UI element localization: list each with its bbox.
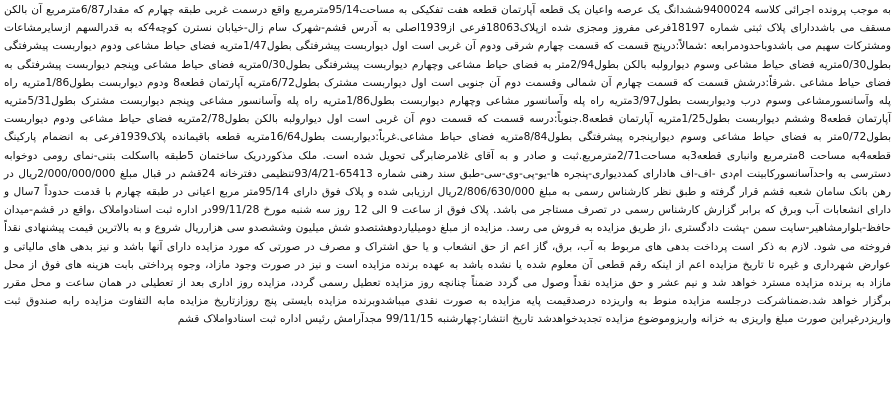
notice-body-text: به موجب پرونده اجرائی کلاسه 9400024ششدانگ یک عرصه واعیان یک قطعه آپارتمان قطعه هفت تفکیکی به مساحت95/14مترمربع واقع درسمت غربی طبقه چهارم که مقدار6/87مترمربع آن بالکن مسقف می باشددارای پلاک ثبتی شماره 18197فرعی مفروز ومجزی شده ازپلاک18063فرعی از1939اصلی به آدرس قشم-شهرک سام زال-خیابان نسترن کوچه4که به قدرالسهم ازسایرمشاعات ومشترکات سهیم می باشدوباحدودمرابعه :شمالاً:درپنج قسمت که قسمت چهارم شرقی ودوم آن غربی است اول دیواربست پیشرفتگی بطول1/47متریه فضای حیاط مشاعی ودوم دیواربست پیشرفتگی بطول0/30متریه فضای حیاط مشاعی وسوم دیوارولبه بالکن بطول2/94متر به فضای حیاط مشاعی وچهارم دیواربست پیشرفتگی بطول0/30متریه فضای حیاط مشاعی وپنجم دیواربست پیشرفتگی به فضای حیاط مشاعی .شرقاً:درشش قسمت که قسمت چهارم آن شمالی وقسمت دوم آن جنوبی است اول دیواربست مشترک بطول6/72متریه آپارتمان قطعه8 ودوم دیواربست بطول1/86متریه راه پله وآسانسورمشاعی وسوم درب ودیواربست بطول3/97متریه راه پله وآسانسور مشاعی وچهارم دیواربست بطول1/86متریه راه پله وآسانسور مشاعی وپنجم دیواربست مشترک بطول5/31متریه آپارتمان قطعه8 وششم دیواربست بطول1/25متریه آپارتمان قطعه8.جنوباً:درسه قسمت که قسمت دوم آن غربی است اول دیوارولبه بالکن بطول2/78متریه فضای حیاط مشاعی ودوم دیواربست بطول0/72متر به فضای حیاط مشاعی وسوم دیوارپنجره پیشرفتگی بطول8/84متریه فضای حیاط مشاعی.غرباً:دیواربست بطول16/64متریه قطعه باقیمانده پلاک1939فرعی به انضمام پارکینگ قطعه4به مساحت 8مترمربع وانباری قطعه3به مساحت2/71مترمربع.ثبت و صادر و به آقای غلامرضابرگی تحویل شده است. ملک مذکوردریک ساختمان 5طبقه بااسکلت بتنی-نمای رومی دوخوابه دسترسی به واحدآسانسورکابینت ام‌دی -اف-اف هادارای کمددیواری-پنجره ها-یو-پی-وی-سی-طبق سند رهنی شماره 65413-93/4/21تنظیمی دفترخانه 24قشم در قبال مبلغ 2/000/000/000ریال در رهن بانک سامان شعبه قشم قرار گرفته و طبق نظر کارشناس رسمی به مبلغ 2/806/630/000ریال ارزیابی شده و پلاک فوق دارای 95/14متر مربع اعیانی در طبقه چهارم با قدمت حدوداً 7سال و دارای انشعابات آب وبرق که برابر گزارش کارشناس رسمی در تصرف مستاجر می باشد. پلاک فوق از ساعت 9 الی 12 روز سه شنبه مورخ 99/11/28در اداره ثبت اسنادواملاک ،واقع در قشم-میدان حافظ-بلوارمشاهیر-سایت سمن -پشت دادگستری ،از طریق مزایده به فروش می رسد. مزایده از مبلغ دومیلیاردوهشتصدو شش میلیون وششصدو سی هزارریال شروع و به بالاترین قیمت پیشنهادی نقداً فروخته می شود. لازم به ذکر است پرداخت بدهی های مربوط به آب، برق، گاز اعم از حق انشعاب و یا حق اشتراک و مصرف در صورتی که مورد مزایده دارای آنها باشد و نیز بدهی های مالیاتی و عوارض شهرداری و غیره تا تاریخ مزایده اعم از اینکه رقم قطعی آن معلوم شده یا نشده باشد به عهده برنده مزایده است و نیز در صورت وجود مازاد، وجوه پرداختی بابت هزینه های فوق از محل مازاد به برنده مزایده مسترد خواهد شد و نیم عشر و حق مزایده نقداً وصول می گردد ضمناً چنانچه روز مزایده تعطیل رسمی گردد، مزایده روز اداری بعد از تعطیلی در همان ساعت و محل مقرر برگزار خواهد شد.ضمناشرکت درجلسه مزایده منوط به واریزده درصدقیمت پایه مزایده به صورت نقدی میباشدوبرنده مزایده بایستی پنج روزازتاریخ مزایده مابه التفاوت مزایده رابه صندوق ثبت واریزدرغیراین صورت مبلغ واریزی به خزانه واریزوموضوع مزایده تجدیدخواهدشد تاریخ انتشار:چهارشنبه 99/11/15 مجدآرامش رئیس اداره ثبت اسنادواملاک قشم (4, 4, 892, 326)
